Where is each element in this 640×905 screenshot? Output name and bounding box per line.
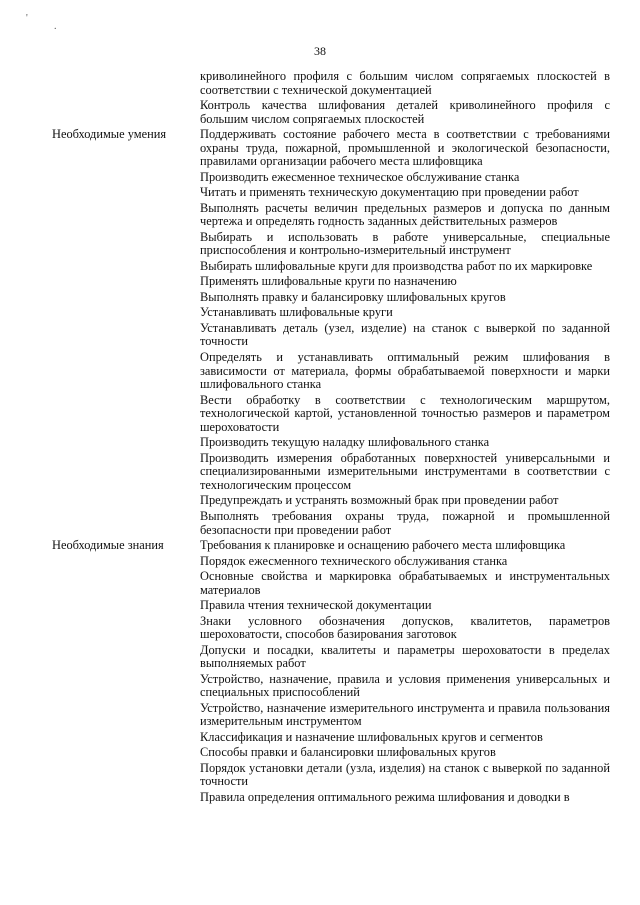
list-item: Производить ежесменное техническое обслуживание станка [200,169,520,184]
knowledge-label: Необходимые знания [52,538,164,553]
list-item: Читать и применять техническую документацию при проведении работ [200,185,579,200]
list-item: Выполнять расчеты величин предельных размеров и допуска по данным чертежа и определять годность заданных действительных размеров [200,200,610,229]
list-item: Применять шлифовальные круги по назначению [200,274,457,289]
list-item: Допуски и посадки, квалитеты и параметры шероховатости в пределах выполняемых работ [200,642,610,671]
list-item: Выполнять требования охраны труда, пожарной и промышленной безопасности при проведении работ [200,508,610,537]
knowledge-list [200,539,610,806]
list-item: Предупреждать и устранять возможный брак при проведении работ [200,493,559,508]
list-item: Контроль качества шлифования деталей криволинейного профиля с большим числом сопрягаемых плоскостей [200,98,610,126]
list-item: Поддерживать состояние рабочего места в соответствии с требованиями охраны труда, пожарной, промышленной и экологической безопасности, правилами организации рабочего места шлифовщика [200,127,610,169]
list-item: Способы правки и балансировки шлифовальных кругов [200,745,496,760]
list-item: Порядок ежесменного технического обслуживания станка [200,553,508,568]
list-item: Вести обработку в соответствии с технологическим маршрутом, технологической картой, установленной точностью размеров и параметром шероховатости [200,392,610,434]
scan-mark: ' [26,13,28,24]
scan-dot: . [54,21,57,32]
carry-over-row [52,70,610,128]
list-item: Определять и устанавливать оптимальный режим шлифования в зависимости от материала, формы обрабатываемой поверхности и марки шлифовального станка [200,349,610,392]
skills-row [52,128,610,539]
list-item: Правила чтения технической документации [200,598,432,613]
list-item: Устанавливать деталь (узел, изделие) на станок с выверкой по заданной точности [200,320,610,349]
skills-label: Необходимые умения [52,127,167,142]
list-item: криволинейного профиля с большим числом сопрягаемых плоскостей в соответствии с технической документацией [200,69,610,97]
list-item: Выбирать шлифовальные круги для производства работ по их маркировке [200,258,593,273]
list-item: Требования к планировке и оснащению рабочего места шлифовщика [200,538,566,553]
list-item: Порядок установки детали (узла, изделия) на станок с выверкой по заданной точности [200,760,610,789]
list-item: Устанавливать шлифовальные круги [200,305,393,320]
skills-list [200,128,610,539]
list-item: Производить текущую наладку шлифовального станка [200,435,490,450]
competency-table [52,70,610,806]
carry-over-list [200,70,610,128]
list-item: Классификация и назначение шлифовальных кругов и сегментов [200,729,543,744]
knowledge-row [52,539,610,806]
list-item: Основные свойства и маркировка обрабатываемых и инструментальных материалов [200,569,610,597]
list-item: Выбирать и использовать в работе универсальные, специальные приспособления и контрольно-измерительный инструмент [200,229,610,258]
list-item: Устройство, назначение измерительного инструмента и правила пользования измерительным инструментом [200,700,610,729]
list-item: Выполнять правку и балансировку шлифовальных кругов [200,289,506,304]
list-item: Правила определения оптимального режима шлифования и доводки в [200,789,570,804]
page-number: 38 [314,44,326,58]
list-item: Устройство, назначение, правила и условия применения универсальных и специальных приспособлений [200,671,610,700]
list-item: Производить измерения обработанных поверхностей универсальными и специализированными измерительными инструментами в соответствии с технологическим процессом [200,450,610,492]
list-item: Знаки условного обозначения допусков, квалитетов, параметров шероховатости, способов базирования заготовок [200,613,610,642]
empty-label-cell [52,70,200,128]
